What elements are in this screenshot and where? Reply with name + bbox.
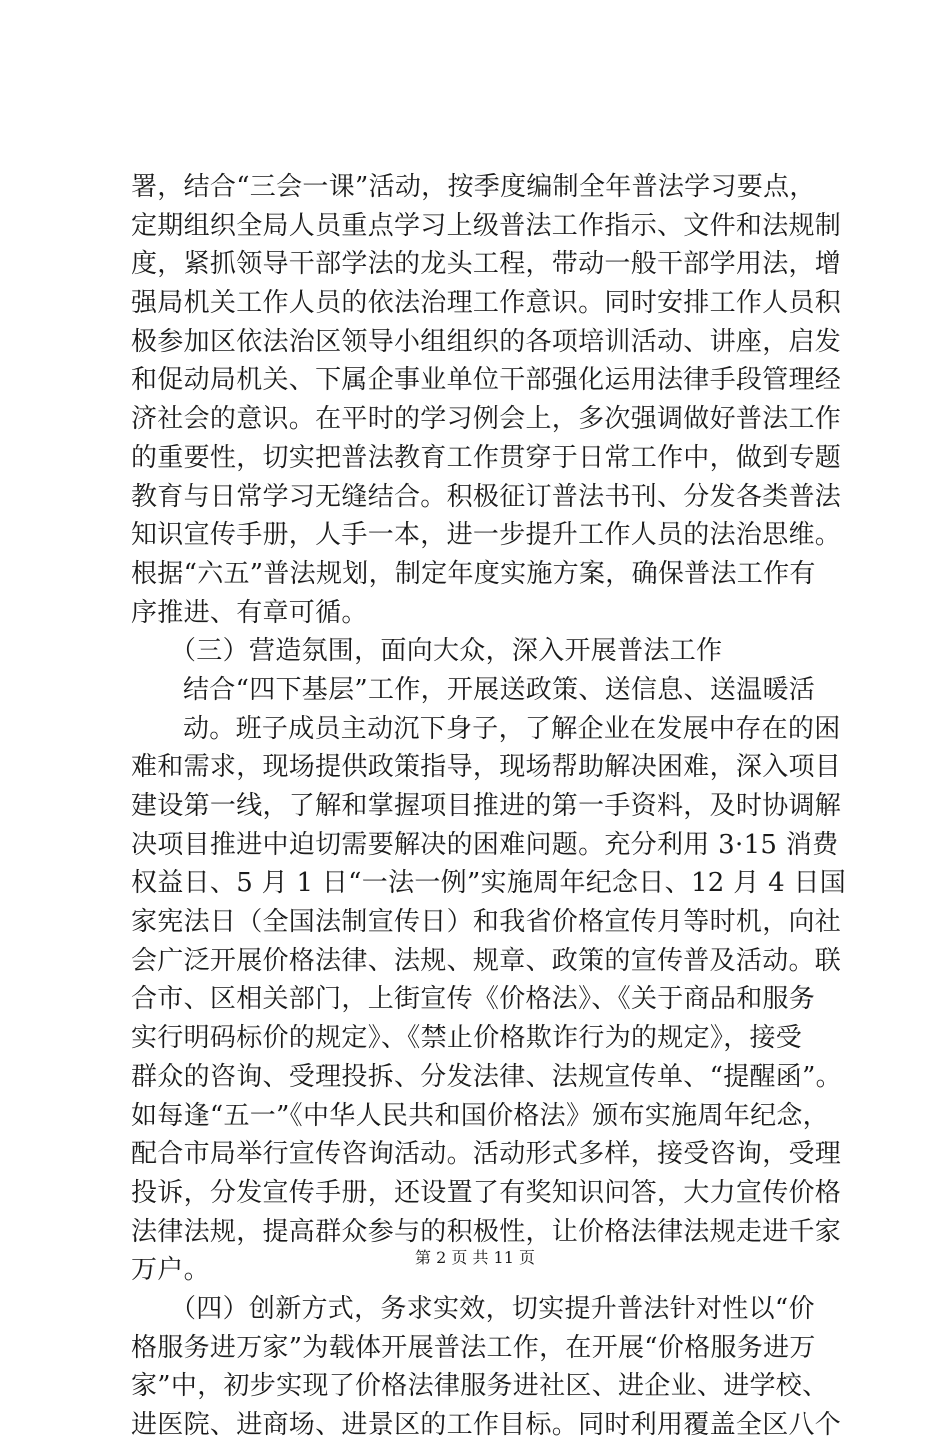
text-line: 万户。 <box>131 1255 210 1286</box>
text-line: 和促动局机关、下属企事业单位干部强化运用法律手段管理经 <box>131 365 842 396</box>
text-line: 结合“四下基层”工作，开展送政策、送信息、送温暖活 <box>183 674 816 705</box>
text-line: 的重要性，切实把普法教育工作贯穿于日常工作中，做到专题 <box>131 442 842 473</box>
text-line: 实行明码标价的规定》、《禁止价格欺诈行为的规定》，接受 <box>131 1023 803 1054</box>
text-line: （四）创新方式，务求实效，切实提升普法针对性以“价 <box>170 1293 815 1324</box>
text-line: （三）营造氛围，面向大众，深入开展普法工作 <box>170 636 723 667</box>
text-line: 强局机关工作人员的依法治理工作意识。同时安排工作人员积 <box>131 288 842 319</box>
text-line: 法律法规，提高群众参与的积极性，让价格法律法规走进千家 <box>131 1216 842 1247</box>
text-line: 济社会的意识。在平时的学习例会上，多次强调做好普法工作 <box>131 404 842 435</box>
text-line: 度，紧抓领导干部学法的龙头工程，带动一般干部学用法，增 <box>131 249 842 280</box>
text-line: 家”中，初步实现了价格法律服务进社区、进企业、进学校、 <box>131 1371 829 1402</box>
text-line: 如每逢“五一”《中华人民共和国价格法》颁布实施周年纪念， <box>131 1100 829 1131</box>
text-line: 动。班子成员主动沉下身子，了解企业在发展中存在的困 <box>183 713 841 744</box>
text-line: 知识宣传手册，人手一本，进一步提升工作人员的法治思维。 <box>131 520 842 551</box>
text-line: 配合市局举行宣传咨询活动。活动形式多样，接受咨询，受理 <box>131 1139 842 1170</box>
text-line: 合市、区相关部门，上街宣传《价格法》、《关于商品和服务 <box>131 984 816 1015</box>
text-line: 建设第一线，了解和掌握项目推进的第一手资料，及时协调解 <box>131 791 842 821</box>
text-line: 投诉，分发宣传手册，还设置了有奖知识问答，大力宣传价格 <box>131 1177 842 1208</box>
text-line: 决项目推进中迫切需要解决的困难问题。充分利用 3·15 消费 <box>131 829 839 860</box>
text-line: 群众的咨询、受理投拆、分发法律、法规宣传单、“提醒函”。 <box>131 1061 842 1092</box>
text-line: 家宪法日（全国法制宣传日）和我省价格宣传月等时机，向社 <box>131 907 842 938</box>
text-line: 署，结合“三会一课”活动，按季度编制全年普法学习要点， <box>131 172 816 202</box>
page-footer: 第 2 页 共 11 页 <box>415 1248 535 1267</box>
text-line: 会广泛开展价格法律、法规、规章、政策的宣传普及活动。联 <box>131 945 842 976</box>
text-line: 定期组织全局人员重点学习上级普法工作指示、文件和法规制 <box>131 210 842 241</box>
text-line: 权益日、5 月 1 日“一法一例”实施周年纪念日、12 月 4 日国 <box>131 868 847 899</box>
text-line: 进医院、进商场、进景区的工作目标。同时利用覆盖全区八个 <box>131 1410 842 1440</box>
text-line: 难和需求，现场提供政策指导，现场帮助解决困难，深入项目 <box>131 752 842 783</box>
text-line: 教育与日常学习无缝结合。积极征订普法书刊、分发各类普法 <box>131 481 842 512</box>
text-line: 序推进、有章可循。 <box>131 597 368 628</box>
text-line: 格服务进万家”为载体开展普法工作，在开展“价格服务进万 <box>131 1332 816 1363</box>
text-line: 极参加区依法治区领导小组组织的各项培训活动、讲座，启发 <box>131 326 842 357</box>
text-line: 根据“六五”普法规划，制定年度实施方案，确保普法工作有 <box>131 558 816 589</box>
